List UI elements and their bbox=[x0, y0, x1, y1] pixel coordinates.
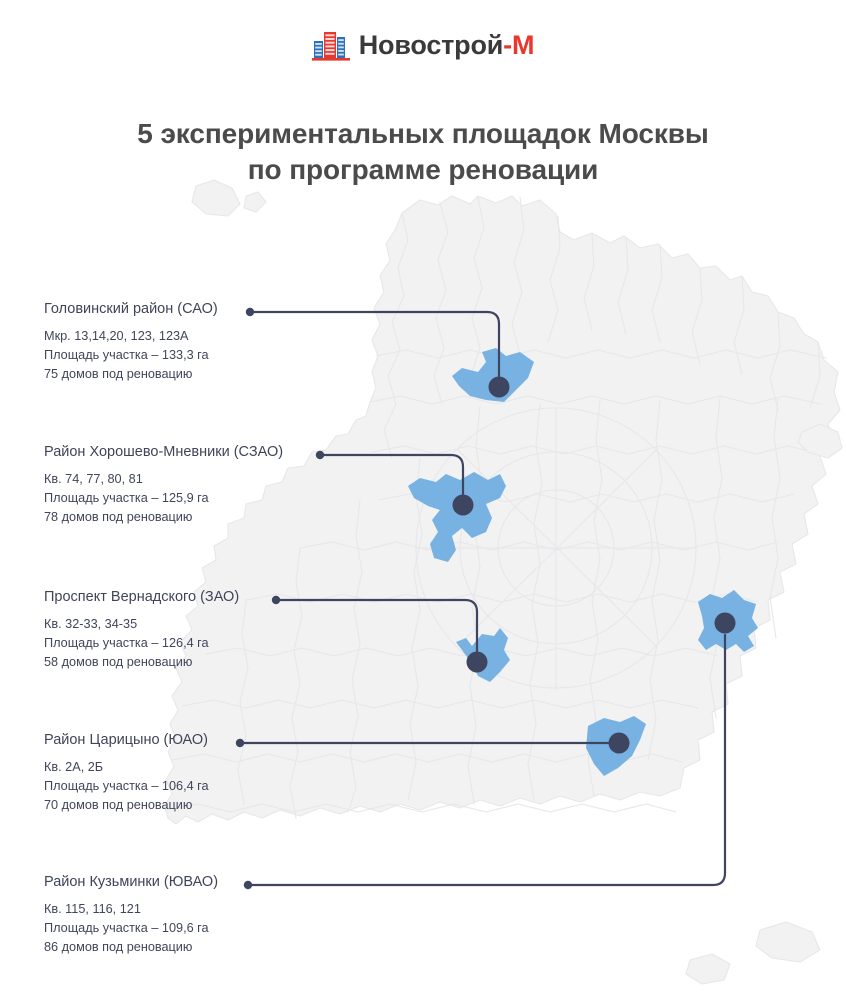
callout-blocks: Кв. 32-33, 34-35 bbox=[44, 617, 138, 632]
callout-houses: 75 домов под реновацию bbox=[44, 366, 193, 381]
callout-blocks: Кв. 2А, 2Б bbox=[44, 760, 104, 775]
callout-horoshevo-mnevniki bbox=[44, 444, 374, 526]
callout-area: Площадь участка – 106,4 га bbox=[44, 779, 209, 794]
callout-area: Площадь участка – 109,6 га bbox=[44, 921, 209, 936]
callout-heading: Головинский район (САО) bbox=[44, 301, 218, 317]
callout-heading: Район Царицыно (ЮАО) bbox=[44, 732, 209, 748]
page-title-line2: по программе реновации bbox=[247, 153, 599, 185]
callout-heading: Проспект Вернадского (ЗАО) bbox=[44, 589, 240, 605]
callout-blocks: Кв. 74, 77, 80, 81 bbox=[44, 472, 143, 487]
callout-area: Площадь участка – 125,9 га bbox=[44, 491, 209, 506]
marker-horoshevo-mnevniki bbox=[453, 495, 474, 516]
callout-area: Площадь участка – 133,3 га bbox=[44, 348, 209, 363]
brand-name bbox=[358, 29, 535, 60]
callout-area: Площадь участка – 126,4 га bbox=[44, 636, 209, 651]
brand-name-text: Новострой bbox=[358, 29, 504, 60]
callout-tsaritsyno bbox=[44, 732, 374, 814]
callout-golovinsky bbox=[44, 301, 374, 383]
callout-houses: 70 домов под реновацию bbox=[44, 797, 193, 812]
callout-heading: Район Кузьминки (ЮВАО) bbox=[44, 874, 219, 890]
callout-prospekt-vernadskogo bbox=[44, 589, 374, 671]
marker-kuzminki bbox=[715, 613, 736, 634]
buildings-icon bbox=[312, 28, 350, 62]
callout-kuzminki bbox=[44, 874, 374, 956]
callout-houses: 78 домов под реновацию bbox=[44, 509, 193, 524]
marker-prospekt-vernadskogo bbox=[467, 652, 488, 673]
marker-tsaritsyno bbox=[609, 733, 630, 754]
callout-blocks: Кв. 115, 116, 121 bbox=[44, 902, 141, 917]
page-title bbox=[73, 116, 773, 188]
callout-houses: 58 домов под реновацию bbox=[44, 654, 193, 669]
callout-houses: 86 домов под реновацию bbox=[44, 939, 193, 954]
callout-blocks: Мкр. 13,14,20, 123, 123А bbox=[44, 329, 189, 344]
brand-logo[interactable] bbox=[0, 28, 846, 62]
page-title-line1: 5 экспериментальных площадок Москвы bbox=[137, 117, 709, 149]
marker-golovinsky bbox=[489, 377, 510, 398]
callout-heading: Район Хорошево-Мневники (СЗАО) bbox=[44, 444, 284, 460]
brand-suffix: -М bbox=[503, 29, 535, 60]
